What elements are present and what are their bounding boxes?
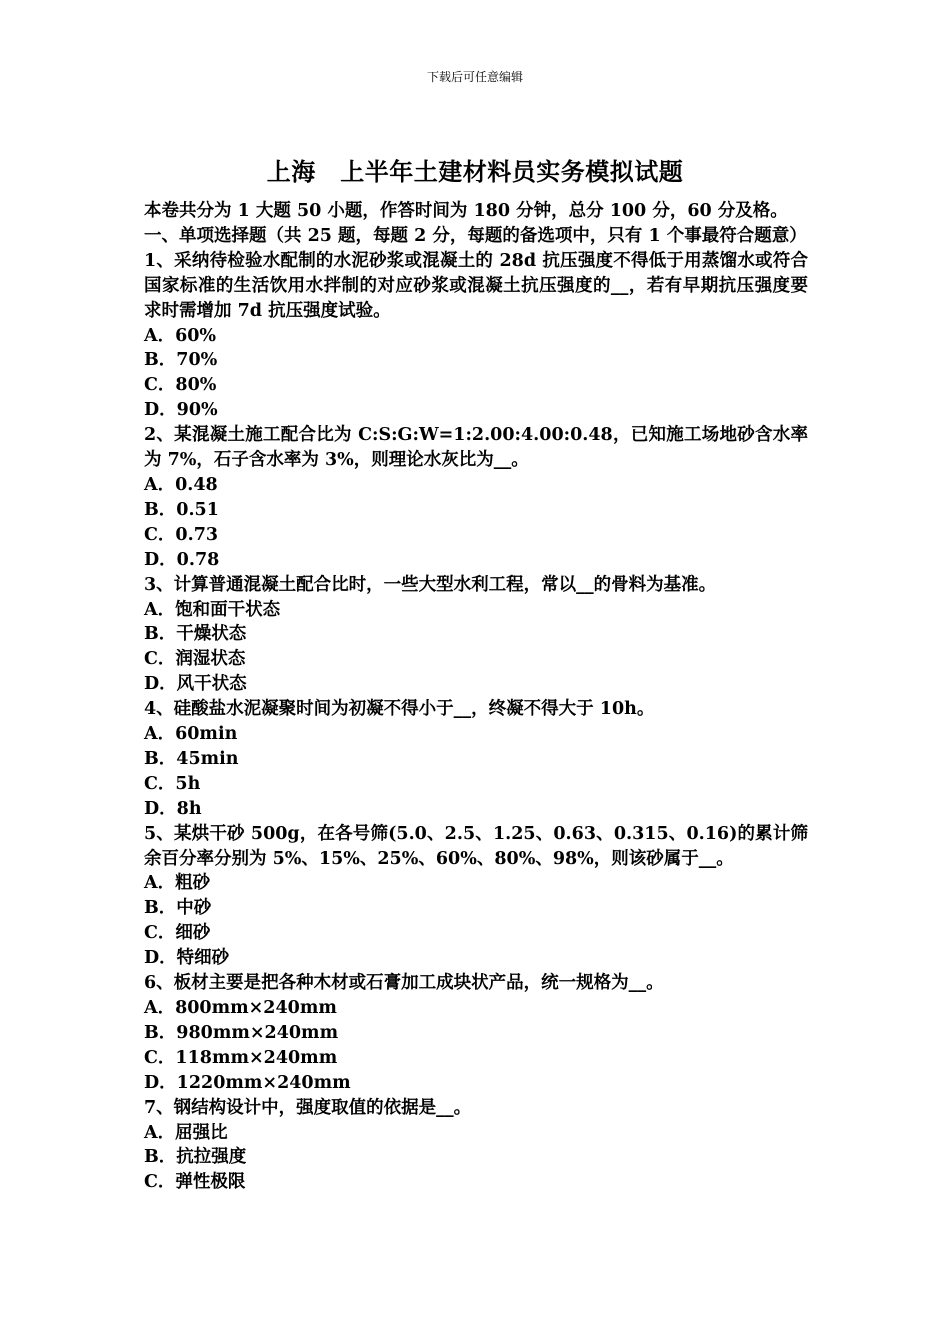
- option-d: D．特细砂: [144, 948, 230, 969]
- question-7: [144, 1096, 808, 1196]
- option-a: A．屈强比: [144, 1122, 228, 1143]
- option-b: B．45min: [144, 748, 239, 769]
- option-a: A．0.48: [144, 474, 218, 495]
- question-text: 6、板材主要是把各种木材或石膏加工成块状产品，统一规格为__。: [144, 973, 664, 994]
- option-c: C．0.73: [144, 524, 219, 545]
- option-a: A．60min: [144, 724, 238, 745]
- option-c: C．细砂: [144, 923, 211, 944]
- question-text: 5、某烘干砂 500g，在各号筛(5.0、2.5、1.25、0.63、0.315、0.16)的累计筛余百分率分别为 5%、15%、25%、60%、80%、98%，则该砂属于__。: [144, 823, 808, 869]
- option-c: C．80%: [144, 375, 217, 396]
- option-b: B．0.51: [144, 499, 219, 520]
- option-a: A．60%: [144, 325, 217, 346]
- question-1: [144, 249, 808, 423]
- question-3: [144, 573, 808, 698]
- option-d: D．8h: [144, 798, 202, 819]
- option-d: D．风干状态: [144, 674, 247, 695]
- question-text: 4、硅酸盐水泥凝聚时间为初凝不得小于__，终凝不得大于 10h。: [144, 699, 655, 720]
- question-text: 7、钢结构设计中，强度取值的依据是__。: [144, 1097, 472, 1118]
- option-c: C．弹性极限: [144, 1172, 246, 1193]
- option-b: B．干燥状态: [144, 624, 247, 645]
- option-b: B．70%: [144, 350, 218, 371]
- option-d: D．90%: [144, 400, 218, 421]
- question-4: [144, 697, 808, 822]
- question-6: [144, 971, 808, 1096]
- option-a: A．粗砂: [144, 873, 211, 894]
- header-note: 下载后可任意编辑: [426, 70, 523, 84]
- option-b: B．980mm×240mm: [144, 1022, 339, 1043]
- question-5: [144, 822, 808, 971]
- option-b: B．抗拉强度: [144, 1147, 247, 1168]
- option-d: D．0.78: [144, 549, 220, 570]
- question-2: [144, 423, 808, 572]
- option-c: C．润湿状态: [144, 649, 246, 670]
- option-d: D．1220mm×240mm: [144, 1072, 351, 1093]
- question-text: 3、计算普通混凝土配合比时，一些大型水利工程，常以__的骨料为基准。: [144, 574, 717, 595]
- option-c: C．118mm×240mm: [144, 1047, 338, 1068]
- page-title: 上海 上半年土建材料员实务模拟试题: [266, 157, 684, 186]
- exam-intro: 本卷共分为 1 大题 50 小题，作答时间为 180 分钟，总分 100 分，60 分及格。: [144, 201, 788, 221]
- section-heading: 一、单项选择题（共 25 题，每题 2 分，每题的备选项中，只有 1 个事最符合题意）: [144, 225, 807, 246]
- question-text: 1、采纳待检验水配制的水泥砂浆或混凝土的 28d 抗压强度不得低于用蒸馏水或符合国家标准的生活饮用水拌制的对应砂浆或混凝土抗压强度的__，若有早期抗压强度要求时需增加 7d 抗压强度试验。: [144, 250, 808, 321]
- option-c: C．5h: [144, 773, 201, 794]
- option-a: A．饱和面干状态: [144, 599, 281, 620]
- option-b: B．中砂: [144, 898, 212, 919]
- question-text: 2、某混凝土施工配合比为 C:S:G:W=1:2.00:4.00:0.48，已知施工场地砂含水率为 7%，石子含水率为 3%，则理论水灰比为__。: [144, 425, 808, 471]
- option-a: A．800mm×240mm: [144, 998, 337, 1018]
- document-body: [144, 199, 808, 1195]
